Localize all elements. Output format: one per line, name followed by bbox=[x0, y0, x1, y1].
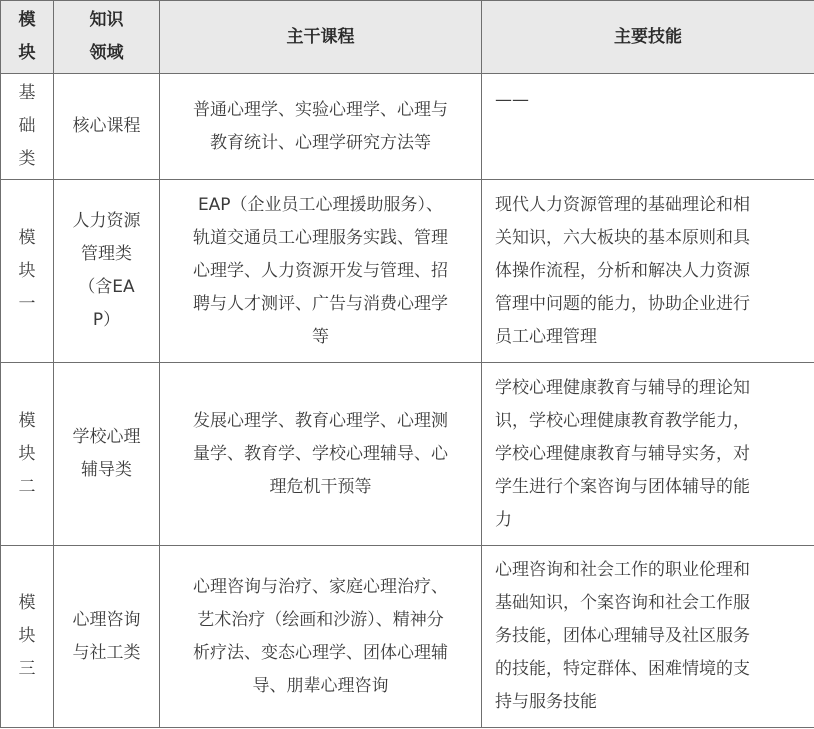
module-char: 模 bbox=[18, 593, 36, 613]
module-char: 三 bbox=[18, 659, 36, 679]
skills-line: 基础知识，个案咨询和社会工作服 bbox=[495, 593, 750, 613]
courses-line: 心理学、人力资源开发与管理、招 bbox=[193, 260, 448, 281]
courses-line: 轨道交通员工心理服务实践、管理 bbox=[193, 227, 448, 248]
header-area-line: 领域 bbox=[89, 43, 124, 63]
skills-cell bbox=[482, 546, 814, 728]
table-row-module-2 bbox=[1, 363, 814, 546]
skills-line: 关知识，六大板块的基本原则和具 bbox=[495, 227, 750, 248]
area-line: 心理咨询 bbox=[72, 609, 141, 630]
area-cell bbox=[54, 546, 160, 728]
skills-cell bbox=[482, 363, 814, 546]
header-courses: 主干课程 bbox=[160, 1, 482, 74]
courses-line: 导、朋辈心理咨询 bbox=[252, 675, 389, 696]
courses-line: 艺术治疗（绘画和沙游）、精神分 bbox=[197, 609, 444, 630]
module-cell bbox=[1, 74, 54, 180]
skills-line: 现代人力资源管理的基础理论和相 bbox=[495, 194, 750, 215]
module-char: 块 bbox=[18, 626, 36, 646]
area-line: （含EA bbox=[78, 277, 135, 297]
skills-line: 员工心理管理 bbox=[495, 326, 597, 347]
area-line: 人力资源 bbox=[72, 211, 141, 231]
module-char: 模 bbox=[18, 227, 36, 248]
skills-line: 识，学校心理健康教育教学能力， bbox=[495, 410, 750, 431]
area-line: 核心课程 bbox=[72, 116, 141, 136]
courses-line: 量学、教育学、学校心理辅导、心 bbox=[193, 443, 448, 464]
area-cell bbox=[54, 363, 160, 546]
header-skills: 主要技能 bbox=[482, 1, 814, 74]
courses-line: 等 bbox=[312, 326, 329, 347]
skills-cell bbox=[482, 74, 814, 180]
module-cell bbox=[1, 546, 54, 728]
courses-line: EAP（企业员工心理援助服务）、 bbox=[197, 194, 444, 215]
module-char: 块 bbox=[18, 260, 36, 281]
skills-line: 持与服务技能 bbox=[495, 692, 597, 712]
header-row bbox=[1, 1, 814, 74]
table-row-foundation bbox=[1, 74, 814, 180]
skills-line: 学生进行个案咨询与团体辅导的能 bbox=[495, 476, 750, 497]
module-char: 础 bbox=[18, 116, 36, 136]
courses-cell bbox=[160, 546, 482, 728]
courses-line: 普通心理学、实验心理学、心理与 bbox=[193, 99, 448, 120]
skills-line: 管理中问题的能力，协助企业进行 bbox=[495, 293, 750, 314]
module-char: 块 bbox=[18, 443, 36, 464]
courses-cell bbox=[160, 74, 482, 180]
courses-line: 发展心理学、教育心理学、心理测 bbox=[193, 410, 448, 431]
header-area bbox=[54, 1, 160, 74]
module-char: 基 bbox=[18, 83, 36, 103]
courses-line: 析疗法、变态心理学、团体心理辅 bbox=[193, 642, 448, 663]
skills-line: 学校心理健康教育与辅导的理论知 bbox=[495, 377, 750, 398]
skills-line: 的技能，特定群体、困难情境的支 bbox=[495, 659, 750, 679]
header-module-line: 块 bbox=[18, 43, 36, 63]
table-row-module-3 bbox=[1, 546, 814, 728]
module-cell bbox=[1, 180, 54, 363]
module-cell bbox=[1, 363, 54, 546]
module-char: 类 bbox=[18, 149, 36, 169]
skills-line: 学校心理健康教育与辅导实务，对 bbox=[495, 443, 750, 464]
skills-line: —— bbox=[495, 90, 529, 110]
module-char: 二 bbox=[18, 476, 36, 497]
area-line: 管理类 bbox=[81, 244, 132, 264]
header-area-line: 知识 bbox=[89, 10, 124, 30]
area-cell bbox=[54, 180, 160, 363]
area-line: P） bbox=[92, 310, 121, 330]
area-line: 学校心理 bbox=[72, 427, 141, 447]
module-char: 模 bbox=[18, 410, 36, 431]
area-cell bbox=[54, 74, 160, 180]
header-module-line: 模 bbox=[18, 10, 36, 30]
courses-line: 心理咨询与治疗、家庭心理治疗、 bbox=[193, 576, 448, 597]
courses-cell bbox=[160, 180, 482, 363]
area-line: 与社工类 bbox=[72, 642, 141, 663]
area-line: 辅导类 bbox=[81, 460, 132, 480]
courses-line: 理危机干预等 bbox=[269, 476, 372, 497]
skills-line: 心理咨询和社会工作的职业伦理和 bbox=[495, 560, 750, 580]
courses-line: 教育统计、心理学研究方法等 bbox=[210, 132, 431, 153]
courses-cell bbox=[160, 363, 482, 546]
table-row-module-1 bbox=[1, 180, 814, 363]
skills-line: 力 bbox=[495, 509, 512, 530]
skills-line: 务技能，团体心理辅导及社区服务 bbox=[495, 626, 750, 646]
courses-line: 聘与人才测评、广告与消费心理学 bbox=[193, 293, 448, 314]
skills-cell bbox=[482, 180, 814, 363]
header-module bbox=[1, 1, 54, 74]
skills-line: 体操作流程，分析和解决人力资源 bbox=[495, 260, 750, 281]
module-char: 一 bbox=[18, 293, 36, 314]
